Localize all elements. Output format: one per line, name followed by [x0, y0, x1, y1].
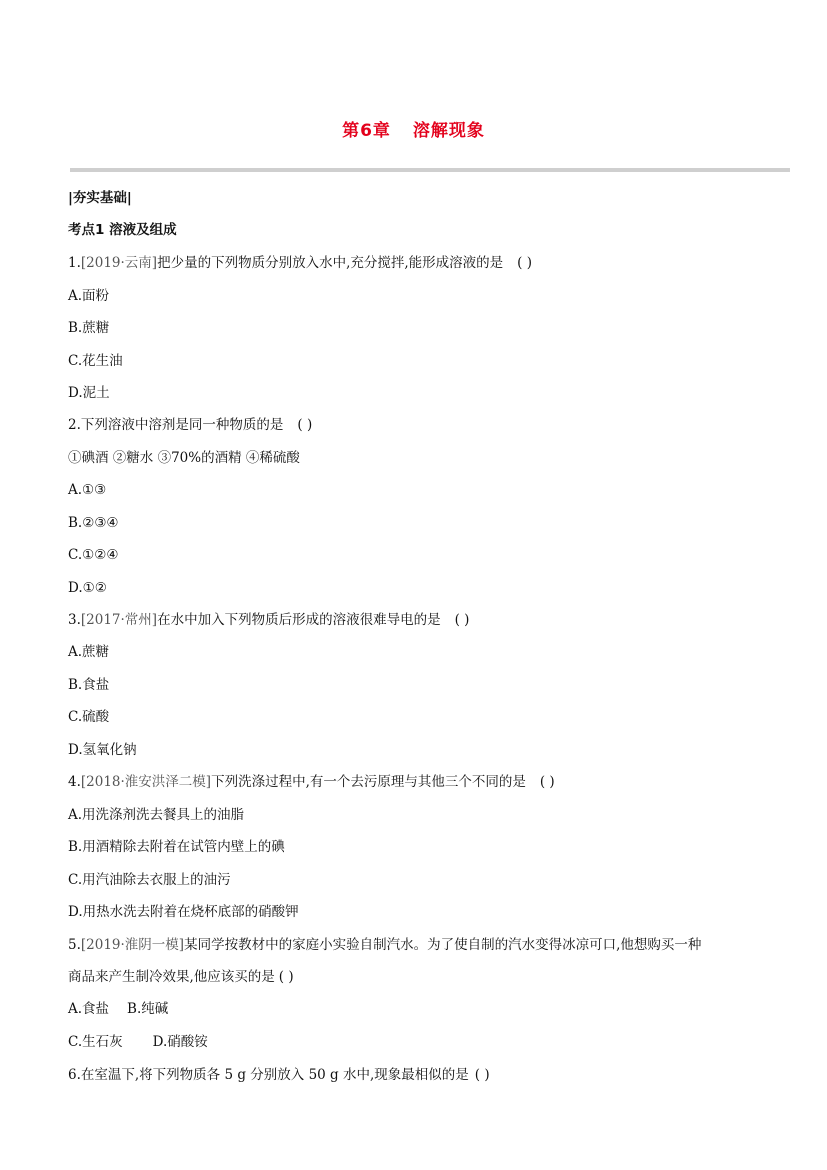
section-label: |夯实基础| [68, 190, 132, 206]
chapter-name: 溶解现象 [412, 121, 485, 141]
answer-blank: ( ) [474, 1067, 490, 1083]
option: B.用酒精除去附着在试管内壁上的碘 [68, 839, 285, 855]
question-number: 4. [68, 774, 81, 790]
question-3 [68, 611, 469, 629]
chapter-number: 第6章 [342, 121, 391, 141]
question-text: 下列溶液中溶剂是同一种物质的是 [80, 417, 284, 433]
chapter-title [0, 116, 827, 141]
question-4 [68, 773, 555, 791]
option: D.泥土 [68, 385, 110, 401]
option: B.纯碱 [127, 1001, 169, 1017]
question-text: 把少量的下列物质分别放入水中,充分搅拌,能形成溶液的是 [157, 255, 504, 271]
option: C.用汽油除去衣服上的油污 [68, 872, 231, 888]
question-source: [2019·淮阴一模] [80, 937, 185, 953]
answer-blank: ( ) [539, 774, 555, 790]
question-number: 2. [68, 417, 81, 433]
option: D.硝酸铵 [152, 1034, 208, 1050]
question-text: 在水中加入下列物质后形成的溶液很难导电的是 [157, 612, 441, 628]
option: A.用洗涤剂洗去餐具上的油脂 [68, 807, 245, 823]
question-5 [68, 936, 701, 954]
option: D.氢氧化钠 [68, 742, 137, 758]
answer-blank: ( ) [454, 612, 470, 628]
topic-heading: 考点1 溶液及组成 [68, 222, 177, 238]
option: A.蔗糖 [68, 644, 110, 660]
question-text: 在室温下,将下列物质各 5 g 分别放入 50 g 水中,现象最相似的是 [80, 1067, 469, 1083]
option: C.硫酸 [68, 709, 110, 725]
header-divider [70, 168, 790, 172]
question-6 [68, 1066, 490, 1084]
option: C.①②④ [68, 547, 119, 563]
option: B.②③④ [68, 515, 119, 531]
question-source: [2018·淮安洪泽二模] [80, 774, 212, 790]
question-number: 1. [68, 255, 81, 271]
answer-blank: ( ) [297, 417, 313, 433]
option: A.面粉 [68, 288, 110, 304]
question-number: 6. [68, 1067, 81, 1083]
question-2-items: ①碘酒 ②糖水 ③70%的酒精 ④稀硫酸 [68, 450, 300, 466]
option: B.食盐 [68, 677, 110, 693]
option: C.花生油 [68, 353, 123, 369]
option-row [68, 1000, 168, 1018]
question-text: 下列洗涤过程中,有一个去污原理与其他三个不同的是 [211, 774, 526, 790]
answer-blank: ( ) [278, 969, 294, 985]
question-text: 商品来产生制冷效果,他应该买的是 [68, 969, 275, 985]
option: C.生石灰 [68, 1034, 123, 1050]
option: D.①② [68, 580, 107, 596]
question-source: [2019·云南] [80, 255, 158, 271]
question-2 [68, 416, 312, 434]
question-source: [2017·常州] [80, 612, 158, 628]
question-number: 3. [68, 612, 81, 628]
option: A.食盐 [68, 1001, 110, 1017]
question-number: 5. [68, 937, 81, 953]
option: D.用热水洗去附着在烧杯底部的硝酸钾 [68, 904, 299, 920]
question-text: 某同学按教材中的家庭小实验自制汽水。为了使自制的汽水变得冰凉可口,他想购买一种 [184, 937, 702, 953]
question-5-continued [68, 968, 294, 986]
option-row [68, 1033, 208, 1051]
option: B.蔗糖 [68, 320, 110, 336]
option: A.①③ [68, 482, 107, 498]
answer-blank: ( ) [517, 255, 532, 271]
question-1 [68, 254, 532, 272]
